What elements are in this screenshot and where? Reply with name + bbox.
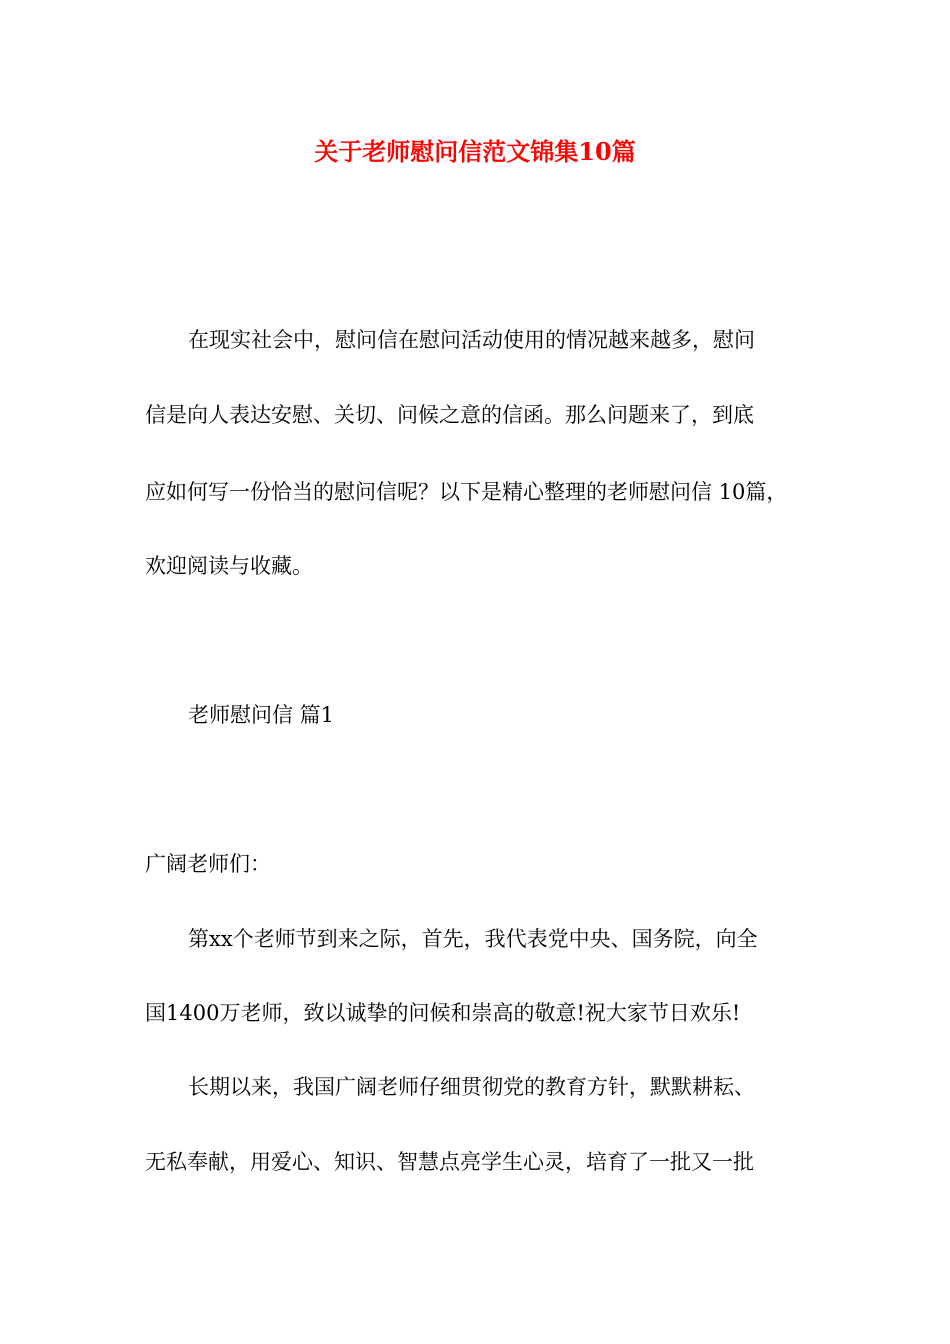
intro-line-2: 信是向人表达安慰、关切、问候之意的信函。那么问题来了，到底: [145, 403, 754, 427]
paragraph2-line-1: 长期以来，我国广阔老师仔细贯彻党的教育方针，默默耕耘、: [188, 1075, 755, 1099]
paragraph1-line-2: 国1400万老师，致以诚挚的问候和崇高的敬意!祝大家节日欢乐!: [145, 1001, 741, 1025]
paragraph2-line-2: 无私奉献，用爱心、知识、智慧点亮学生心灵，培育了一批又一批: [145, 1150, 754, 1174]
intro-line-3: 应如何写一份恰当的慰问信呢？以下是精心整理的老师慰问信 10篇，: [145, 480, 788, 504]
document-title: 关于老师慰问信范文锦集10篇: [314, 137, 636, 166]
intro-line-1: 在现实社会中，慰问信在慰问活动使用的情况越来越多，慰问: [188, 328, 755, 352]
section-heading: 老师慰问信 篇1: [188, 703, 335, 727]
intro-line-4: 欢迎阅读与收藏。: [145, 554, 313, 578]
salutation: 广阔老师们：: [145, 852, 271, 876]
paragraph1-line-1: 第xx个老师节到来之际，首先，我代表党中央、国务院，向全: [188, 927, 758, 951]
